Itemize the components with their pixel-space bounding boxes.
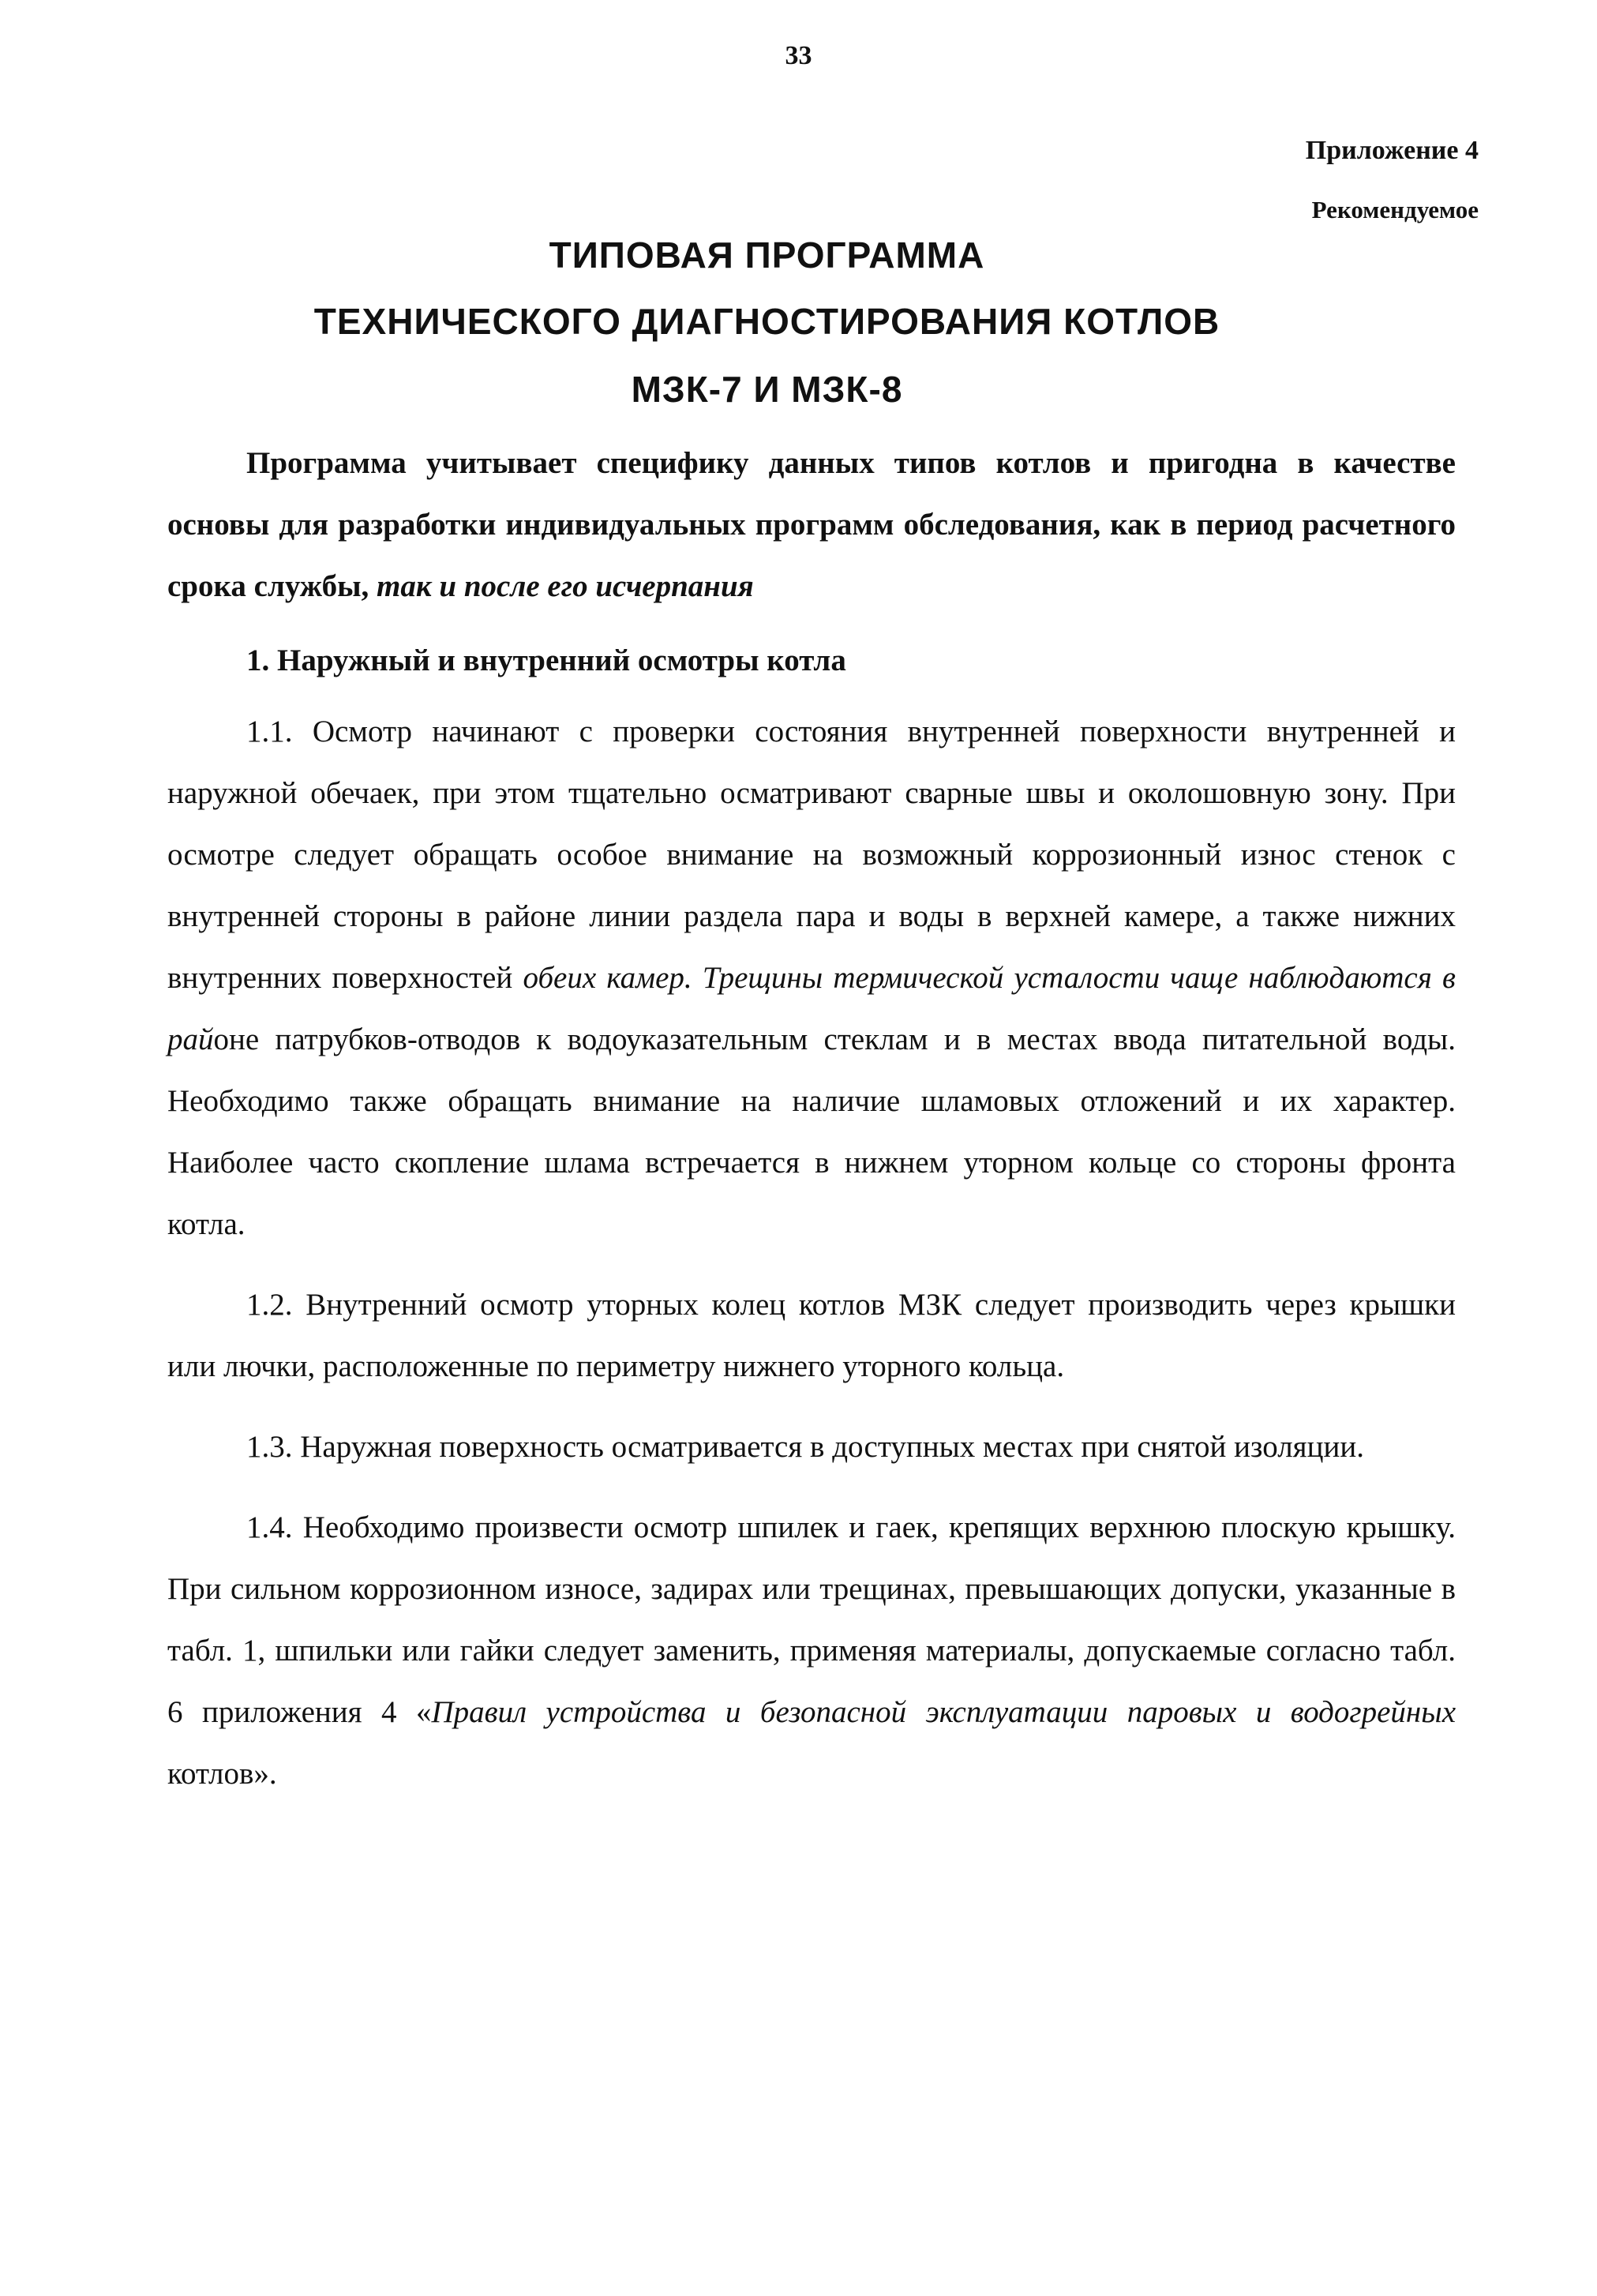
paragraph-1-4-tail: котлов». [167,1757,277,1791]
title-line-2: ТЕХНИЧЕСКОГО ДИАГНОСТИРОВАНИЯ КОТЛОВ [313,301,1220,342]
paragraph-1-3: 1.3. Наружная поверхность осматривается в доступных местах при снятой изоляции. [246,1430,1364,1464]
title-line-1: ТИПОВАЯ ПРОГРАММА [549,234,985,276]
section-heading: 1. Наружный и внутренний осмотры котла [246,643,846,677]
document-body [167,433,1456,1805]
intro-paragraph [167,433,1456,617]
intro-text: Программа учитывает специфику данных типов котлов и пригодна в качестве основы для разработки индивидуальных программ обследования, как в период расчетного срока службы, [167,446,1456,603]
paragraph-1-4-italic: Правил устройства и безопасной эксплуатации паровых и водогрейных [431,1695,1456,1729]
paragraph-1-4-text: 1.4. Необходимо произвести осмотр шпилек и гаек, крепящих верхнюю плоскую крышку. При сильном коррозионном износе, задирах или трещинах, превышающих допуски, указанные в табл. 1, шпильки или гайки следует заменить, применяя материалы, допускаемые согласно табл. 6 приложения 4 « [167,1510,1456,1729]
intro-tail: так и после его исчерпания [377,569,754,603]
title-line-3: МЗК-7 И МЗК-8 [631,369,903,410]
paragraph-1-1-tail: оне патрубков-отводов к водоуказательным стеклам и в местах ввода питательной воды. Необходимо также обращать внимание на наличие шламовых отложений и их характер. Наиболее часто скопление шлама встречается в нижнем уторном кольце со стороны фронта котла. [167,1022,1456,1241]
paragraph-1-4 [167,1497,1456,1805]
page-number: 33 [785,41,812,70]
paragraph-1-1 [167,701,1456,1255]
appendix-label: Приложение 4 [1305,136,1479,165]
paragraph-1-1-italic: обеих камер. Трещины термической усталости чаще наблюдаются в рай [167,961,1456,1056]
status-label: Рекомендуемое [1311,196,1479,223]
paragraph-1-2: 1.2. Внутренний осмотр уторных колец котлов МЗК следует производить через крышки или лючки, расположенные по периметру нижнего уторного кольца. [167,1288,1456,1383]
paragraph-1-1-text: 1.1. Осмотр начинают с проверки состояния внутренней поверхности внутренней и наружной обечаек, при этом тщательно осматривают сварные швы и околошовную зону. При осмотре следует обращать особое внимание на возможный коррозионный износ стенок с внутренней стороны в районе линии раздела пара и воды в верхней камере, а также нижних внутренних поверхностей [167,715,1456,995]
